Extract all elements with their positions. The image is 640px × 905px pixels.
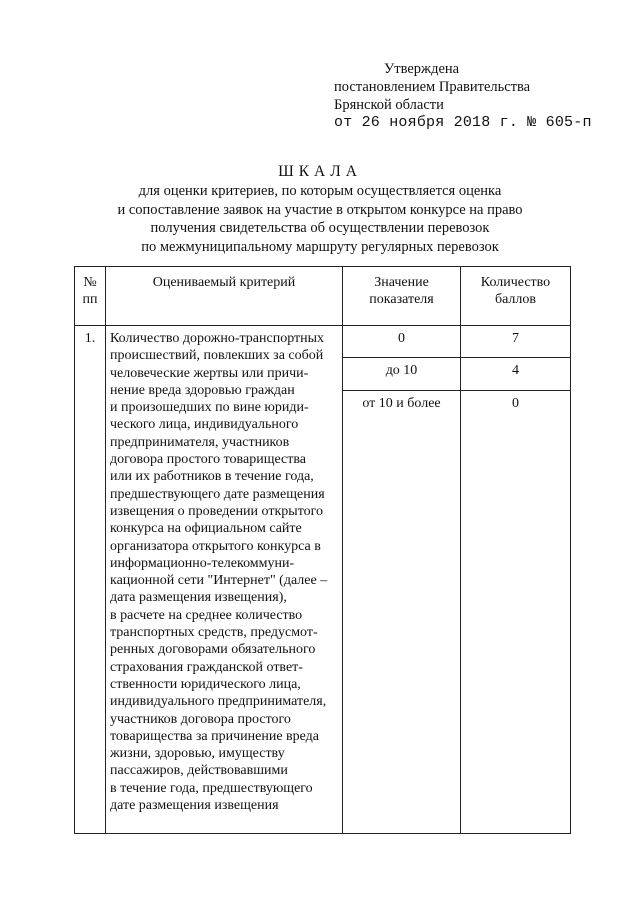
criterion-line: кационной сети "Интернет" (далее – [110,573,328,589]
title-line-4: по межмуниципальному маршруту регулярных перевозок [141,238,499,255]
criterion-line: нение вреда здоровью граждан [110,382,295,398]
value-cell-3: от 10 и более [362,396,441,411]
criterion-line: транспортных средств, предусмот- [110,625,318,641]
criterion-line: и произошедших по вине юриди- [110,400,309,416]
criterion-line: человеческие жертвы или причи- [110,365,309,381]
criterion-line: в расчете на среднее количество [110,607,303,623]
approval-line-decree: постановлением Правительства [334,79,531,95]
points-cell-2: 4 [461,358,570,391]
criterion-line: организатора открытого конкурса в [110,538,321,554]
approval-line-region: Брянской области [334,97,444,113]
criterion-line: дата размещения извещения), [110,590,287,606]
row-points [461,326,571,834]
criterion-line: страхования гражданской ответ- [110,659,303,675]
criterion-line: предпринимателя, участников [110,434,290,450]
title-line-2: и сопоставление заявок на участие в открытом конкурсе на право [117,201,523,218]
criterion-line: ственности юридического лица, [110,676,301,692]
criterion-line: ренных договорами обязательного [110,642,316,658]
criterion-line: пассажиров, действовавшими [110,763,288,779]
header-criterion: Оцениваемый критерий [106,267,343,326]
criterion-line: в течение года, предшествующего [110,780,313,796]
criterion-line: информационно-телекоммуни- [110,555,295,571]
approval-line-approved: Утверждена [384,61,460,77]
approval-line-date: от 26 ноября 2018 г. № 605-п [334,114,592,131]
row-criterion [106,326,343,834]
criterion-line: договора простого товарищества [110,452,307,468]
scoring-table [74,266,571,834]
points-cell-1: 7 [461,326,570,358]
value-cell-1: 0 [343,326,460,358]
document-title [0,162,640,256]
title-line-1: для оценки критериев, по которым осуществляется оценка [138,183,502,199]
value-cell-2: до 10 [343,358,460,391]
criterion-line: Количество дорожно-транспортных [110,331,325,346]
points-cell-3: 0 [512,396,519,411]
criterion-line: происшествий, повлекших за собой [110,348,324,364]
title-heading: ШКАЛА [278,163,362,180]
row-values [343,326,461,834]
header-points: Количество баллов [461,267,571,326]
header-value: Значение показателя [343,267,461,326]
criterion-line: индивидуального предпринимателя, [110,694,327,710]
criterion-line: конкурса на официальном сайте [110,521,302,537]
row-number: 1. [75,326,106,834]
criterion-line: товарищества за причинение вреда [110,728,320,744]
header-number: № пп [75,267,106,326]
criterion-line: участников договора простого [110,711,291,727]
approval-stamp [334,60,624,132]
criterion-line: извещения о проведении открытого [110,503,324,519]
criterion-line: ческого лица, индивидуального [110,417,299,433]
criterion-line: дате размещения извещения [110,798,279,814]
criterion-line: или их работников в течение года, [110,469,314,485]
criterion-line: предшествующего дате размещения [110,486,325,502]
title-line-3: получения свидетельства об осуществлении перевозок [150,220,490,236]
criterion-line: жизни, здоровью, имуществу [110,746,285,762]
table-header-row [75,267,571,326]
table-row [75,326,571,834]
